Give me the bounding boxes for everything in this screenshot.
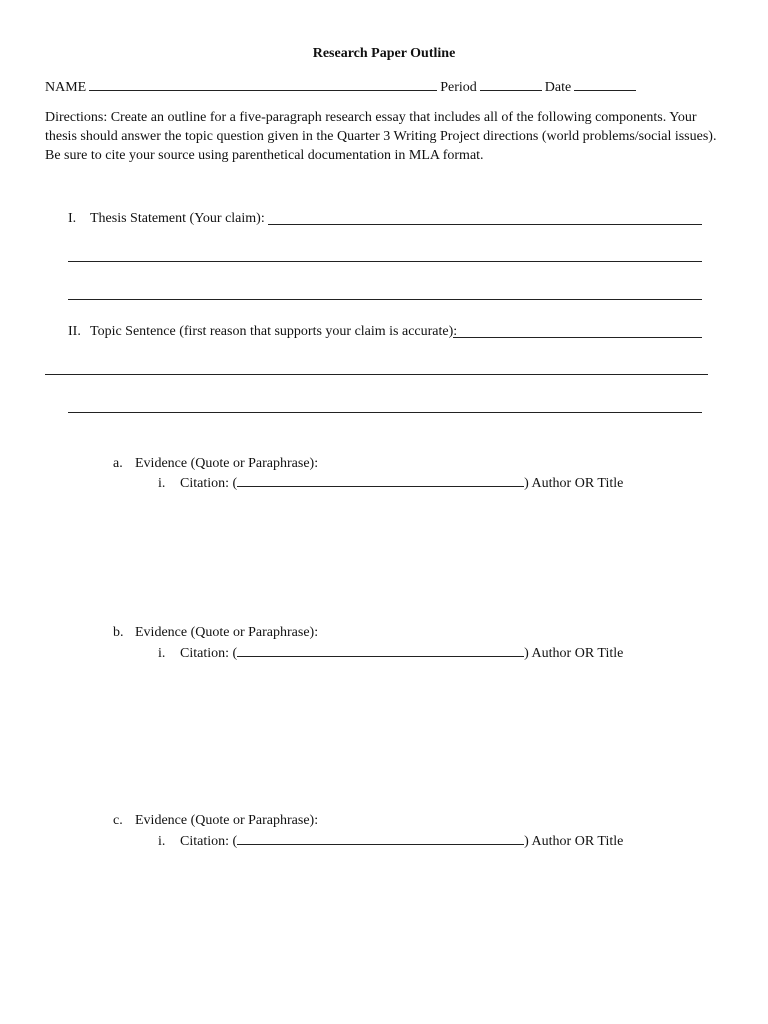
thesis-blank-line-1[interactable] (268, 224, 702, 225)
directions-line-3: Be sure to cite your source using parenthetical documentation in MLA format. (45, 148, 484, 163)
citation-suffix: ) Author OR Title (524, 476, 624, 491)
topic-blank-line-3[interactable] (68, 412, 702, 413)
section-label: Topic Sentence (first reason that supports your claim is accurate): (90, 324, 458, 339)
citation-suffix: ) Author OR Title (524, 834, 624, 849)
citation-label: Citation: ( (180, 476, 238, 491)
section-thesis (68, 210, 265, 228)
evidence-a (113, 455, 318, 473)
thesis-blank-line-2[interactable] (68, 261, 702, 262)
citation-c (158, 831, 623, 851)
citation-suffix: ) Author OR Title (524, 646, 624, 661)
section-label: Thesis Statement (Your claim): (90, 211, 265, 226)
citation-label: Citation: ( (180, 646, 238, 661)
citation-marker: i. (158, 476, 166, 491)
citation-blank[interactable] (237, 643, 524, 657)
citation-marker: i. (158, 834, 166, 849)
evidence-marker: c. (113, 813, 123, 828)
citation-b (158, 643, 623, 663)
evidence-label: Evidence (Quote or Paraphrase): (135, 625, 319, 640)
page-title: Research Paper Outline (312, 46, 456, 61)
section-marker: II. (68, 324, 81, 339)
evidence-label: Evidence (Quote or Paraphrase): (135, 456, 319, 471)
date-label: Date (544, 80, 572, 95)
period-blank[interactable] (480, 77, 542, 91)
name-label: NAME (45, 80, 87, 95)
citation-blank[interactable] (237, 473, 524, 487)
header-row (45, 77, 639, 97)
evidence-label: Evidence (Quote or Paraphrase): (135, 813, 319, 828)
thesis-blank-line-3[interactable] (68, 299, 702, 300)
evidence-b (113, 624, 318, 642)
section-marker: I. (68, 211, 77, 226)
topic-blank-line-2[interactable] (45, 374, 708, 375)
evidence-c (113, 812, 318, 830)
section-topic-sentence (68, 323, 457, 341)
citation-a (158, 473, 623, 493)
directions-line-1: Directions: Create an outline for a five-paragraph research essay that includes all of the following components. Your (45, 110, 697, 125)
date-blank[interactable] (574, 77, 636, 91)
evidence-marker: b. (113, 625, 124, 640)
citation-blank[interactable] (237, 831, 524, 845)
citation-marker: i. (158, 646, 166, 661)
directions (45, 108, 725, 165)
topic-blank-line-1[interactable] (453, 337, 702, 338)
name-blank[interactable] (89, 77, 437, 91)
directions-line-2: thesis should answer the topic question given in the Quarter 3 Writing Project directions (world problems/social issues). (45, 129, 717, 144)
period-label: Period (440, 80, 477, 95)
citation-label: Citation: ( (180, 834, 238, 849)
evidence-marker: a. (113, 456, 123, 471)
